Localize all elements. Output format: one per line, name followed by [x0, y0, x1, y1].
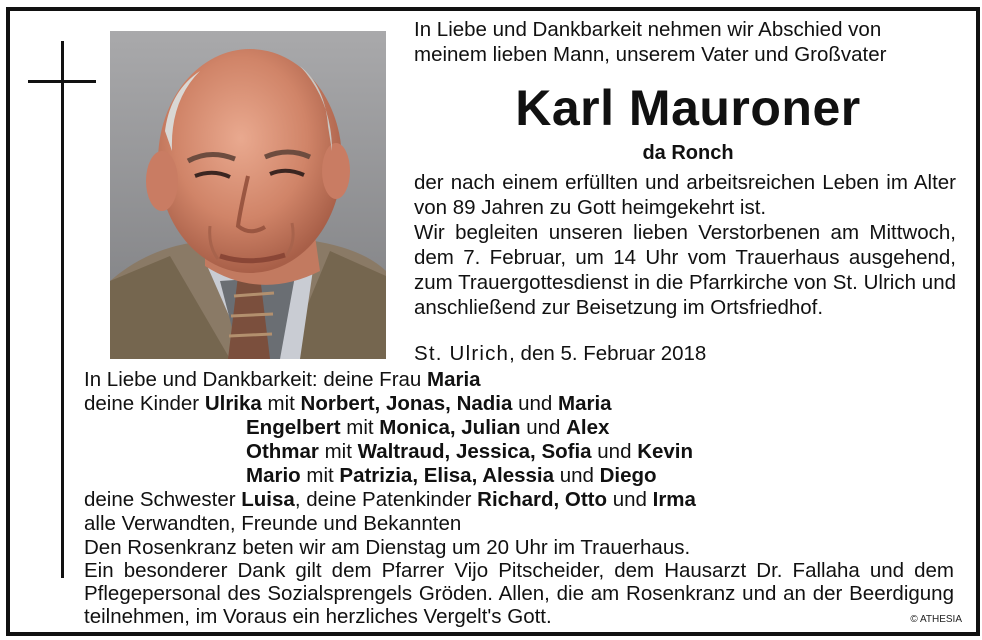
child-name: Ulrika	[204, 392, 262, 415]
mourners-list	[84, 368, 964, 536]
date: , den 5. Februar 2018	[509, 342, 707, 365]
family-line	[84, 416, 964, 440]
family-names: Patrizia, Elisa, Alessia	[339, 464, 555, 487]
thanks-note: Ein besonderer Dank gilt dem Pfarrer Vijo Pitscheider, dem Hausarzt Dr. Fallaha und dem Pflegepersonal des Sozialsprengels Gröden. Allen, die am Rosenkranz und an der Beerdigung teilnehmen, im Voraus ein herzliches Vergelt's Gott.	[84, 559, 954, 628]
family-last-name: Diego	[599, 464, 657, 487]
and-word: und	[607, 488, 653, 511]
rosary-note: Den Rosenkranz beten wir am Dienstag um 20 Uhr im Trauerhaus.	[84, 536, 691, 559]
with-word: mit	[318, 440, 358, 463]
and-word: und	[591, 440, 638, 463]
copyright: © ATHESIA	[910, 614, 962, 625]
deceased-name: Karl Mauroner	[515, 80, 861, 136]
cross-icon-bar	[28, 80, 96, 83]
sister-line	[84, 488, 964, 512]
notes	[84, 536, 954, 628]
with-word: mit	[340, 416, 380, 439]
intro-line-1: In Liebe und Dankbarkeit nehmen wir Abschied von	[414, 18, 882, 41]
sister-name: Luisa	[241, 488, 295, 511]
godchild-last-name: Irma	[652, 488, 696, 511]
family-last-name: Kevin	[637, 440, 694, 463]
and-word: und	[512, 392, 559, 415]
family-line	[84, 440, 964, 464]
family-names: Waltraud, Jessica, Sofia	[357, 440, 592, 463]
child-name: Engelbert	[246, 416, 341, 439]
wife-name: Maria	[427, 368, 481, 391]
relatives-line: alle Verwandten, Freunde und Bekannten	[84, 512, 462, 535]
family-last-name: Alex	[566, 416, 610, 439]
family-names: Monica, Julian	[379, 416, 521, 439]
wife-line	[84, 368, 964, 392]
place-date	[414, 341, 962, 366]
child-name: Othmar	[246, 440, 319, 463]
cross-icon	[61, 41, 64, 578]
godchildren-names: Richard, Otto	[477, 488, 608, 511]
family-last-name: Maria	[558, 392, 612, 415]
children-prefix: deine Kinder	[84, 392, 205, 415]
godchildren-prefix: , deine Patenkinder	[294, 488, 478, 511]
with-word: mit	[261, 392, 301, 415]
intro-text	[414, 17, 962, 67]
wife-prefix: In Liebe und Dankbarkeit: deine Frau	[84, 368, 428, 391]
family-names: Norbert, Jonas, Nadia	[300, 392, 513, 415]
deceased-nickname: da Ronch	[642, 142, 734, 164]
sister-prefix: deine Schwester	[84, 488, 242, 511]
and-word: und	[554, 464, 600, 487]
portrait-photo	[110, 31, 386, 359]
family-line	[84, 464, 964, 488]
life-paragraph: der nach einem erfüllten und arbeitsreichen Leben im Alter von 89 Jahren zu Gott heimgekehrt ist.	[414, 171, 956, 219]
place: St. Ulrich	[414, 342, 510, 365]
intro-line-2: meinem lieben Mann, unserem Vater und Großvater	[414, 43, 887, 66]
and-word: und	[520, 416, 567, 439]
with-word: mit	[300, 464, 340, 487]
family-line	[84, 392, 964, 416]
child-name: Mario	[246, 464, 301, 487]
funeral-paragraph: Wir begleiten unseren lieben Verstorbenen am Mittwoch, dem 7. Februar, um 14 Uhr vom Trauerhaus ausgehend, zum Trauergottesdienst in die Pfarrkirche von St. Ulrich und anschließend zur Beisetzung im Ortsfriedhof.	[414, 221, 956, 319]
